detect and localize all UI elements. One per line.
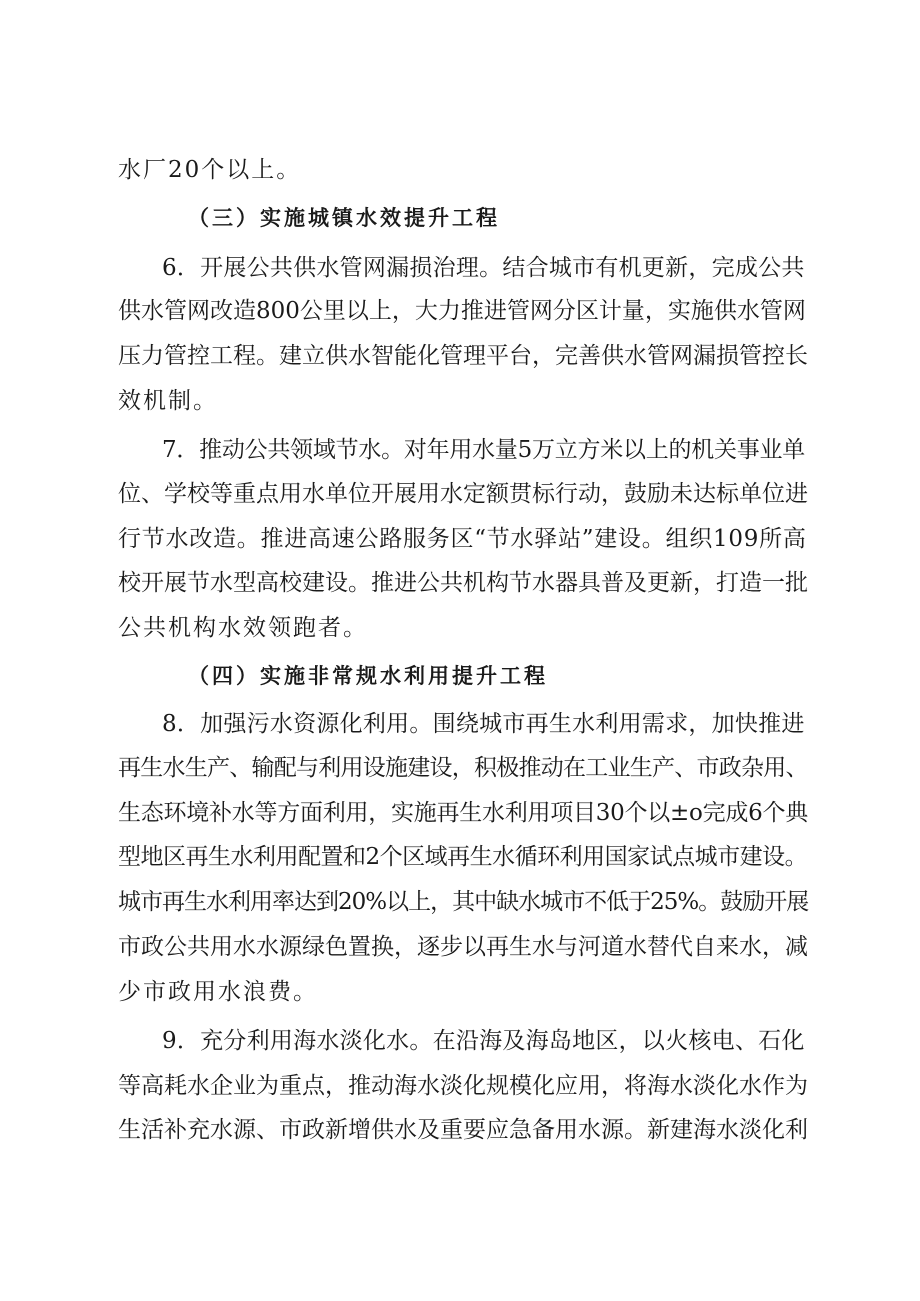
paragraph-line: 型地区再生水利用配置和2个区域再生水循环利用国家试点城市建设。 bbox=[118, 844, 808, 870]
paragraph-line: 市政公共用水水源绿色置换，逐步以再生水与河道水替代自来水，减 bbox=[118, 934, 808, 960]
paragraph-line: 供水管网改造800公里以上，大力推进管网分区计量，实施供水管网 bbox=[118, 298, 806, 324]
paragraph-line: 少市政用水浪费。 bbox=[118, 979, 318, 1005]
paragraph-line: 行节水改造。推进高速公路服务区“节水驿站”建设。组织109所高 bbox=[118, 526, 807, 552]
paragraph-line: 生活补充水源、市政新增供水及重要应急备用水源。新建海水淡化利 bbox=[118, 1117, 808, 1143]
paragraph-line: 再生水生产、输配与利用设施建设，积极推动在工业生产、市政杂用、 bbox=[118, 755, 808, 781]
paragraph-line: 位、学校等重点用水单位开展用水定额贯标行动，鼓励未达标单位进 bbox=[118, 481, 808, 507]
paragraph-line: 6．开展公共供水管网漏损治理。结合城市有机更新，完成公共 bbox=[162, 255, 805, 281]
paragraph-line: 7．推动公共领域节水。对年用水量5万立方米以上的机关事业单 bbox=[162, 437, 806, 463]
paragraph-line: 等高耗水企业为重点，推动海水淡化规模化应用，将海水淡化水作为 bbox=[118, 1073, 808, 1099]
paragraph-line: 生态环境补水等方面利用，实施再生水利用项目30个以±o完成6个典 bbox=[118, 800, 809, 826]
paragraph-line: 9．充分利用海水淡化水。在沿海及海岛地区，以火核电、石化 bbox=[162, 1028, 805, 1054]
paragraph-line: 公共机构水效领跑者。 bbox=[118, 615, 368, 641]
section-heading: （四）实施非常规水利用提升工程 bbox=[188, 664, 548, 688]
paragraph-line: 压力管控工程。建立供水智能化管理平台，完善供水管网漏损管控长 bbox=[118, 343, 808, 369]
section-heading: （三）实施城镇水效提升工程 bbox=[188, 206, 500, 230]
paragraph-line: 城市再生水利用率达到20%以上，其中缺水城市不低于25%。鼓励开展 bbox=[118, 889, 809, 915]
paragraph-line: 校开展节水型高校建设。推进公共机构节水器具普及更新，打造一批 bbox=[118, 570, 808, 596]
paragraph-line: 效机制。 bbox=[118, 388, 218, 414]
paragraph-line: 8．加强污水资源化利用。围绕城市再生水利用需求，加快推进 bbox=[162, 711, 805, 737]
text-line: 水厂20个以上。 bbox=[118, 157, 302, 183]
